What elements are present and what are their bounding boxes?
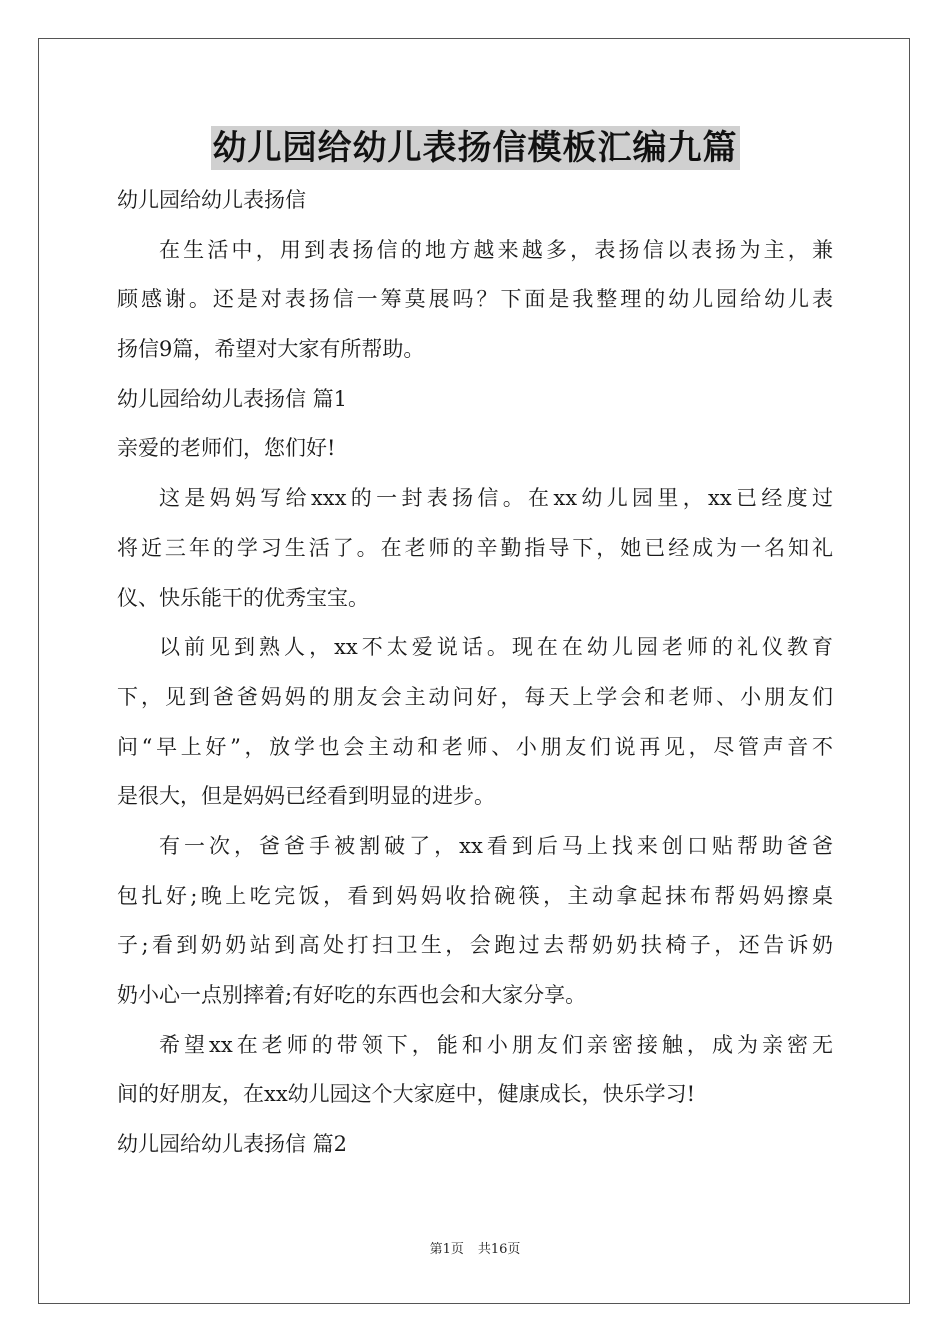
page-number-current: 第1页 <box>429 1242 464 1257</box>
paragraph-line: 希望xx在老师的带领下，能和小朋友们亲密接触，成为亲密无 <box>159 1032 833 1057</box>
section-heading: 幼儿园给幼儿表扬信 <box>117 188 306 212</box>
document-title: 幼儿园给幼儿表扬信模板汇编九篇 <box>212 128 738 168</box>
paragraph-line: 子;看到奶奶站到高处打扫卫生，会跑过去帮奶奶扶椅子，还告诉奶 <box>117 933 833 958</box>
paragraph-line: 是很大，但是妈妈已经看到明显的进步。 <box>117 784 495 809</box>
paragraph-line: 问“早上好”，放学也会主动和老师、小朋友们说再见，尽管声音不 <box>117 734 833 759</box>
page-number-total: 共16页 <box>477 1242 521 1257</box>
document-body <box>117 176 833 1170</box>
section-heading: 幼儿园给幼儿表扬信 篇1 <box>117 386 348 411</box>
section-heading: 幼儿园给幼儿表扬信 篇2 <box>117 1132 348 1157</box>
paragraph-line: 顾感谢。还是对表扬信一筹莫展吗？下面是我整理的幼儿园给幼儿表 <box>117 287 833 312</box>
paragraph-line: 间的好朋友，在xx幼儿园这个大家庭中，健康成长，快乐学习! <box>117 1082 696 1107</box>
title-container <box>0 126 950 170</box>
paragraph-line: 这是妈妈写给xxx的一封表扬信。在xx幼儿园里，xx已经度过 <box>159 486 833 511</box>
paragraph-line: 扬信9篇，希望对大家有所帮助。 <box>117 337 425 362</box>
paragraph-line: 奶小心一点别摔着;有好吃的东西也会和大家分享。 <box>117 983 587 1007</box>
page-footer <box>0 1238 950 1257</box>
paragraph-line: 在生活中，用到表扬信的地方越来越多，表扬信以表扬为主，兼 <box>159 237 833 262</box>
paragraph-line: 以前见到熟人，xx不太爱说话。现在在幼儿园老师的礼仪教育 <box>159 635 833 660</box>
paragraph-line: 下，见到爸爸妈妈的朋友会主动问好，每天上学会和老师、小朋友们 <box>117 684 833 709</box>
paragraph-line: 有一次，爸爸手被割破了，xx看到后马上找来创口贴帮助爸爸 <box>159 833 833 858</box>
paragraph-line: 包扎好;晚上吃完饭，看到妈妈收拾碗筷，主动拿起抹布帮妈妈擦桌 <box>117 883 833 908</box>
salutation: 亲爱的老师们，您们好! <box>117 436 336 461</box>
paragraph-line: 仪、快乐能干的优秀宝宝。 <box>117 585 369 610</box>
paragraph-line: 将近三年的学习生活了。在老师的辛勤指导下，她已经成为一名知礼 <box>117 535 833 560</box>
